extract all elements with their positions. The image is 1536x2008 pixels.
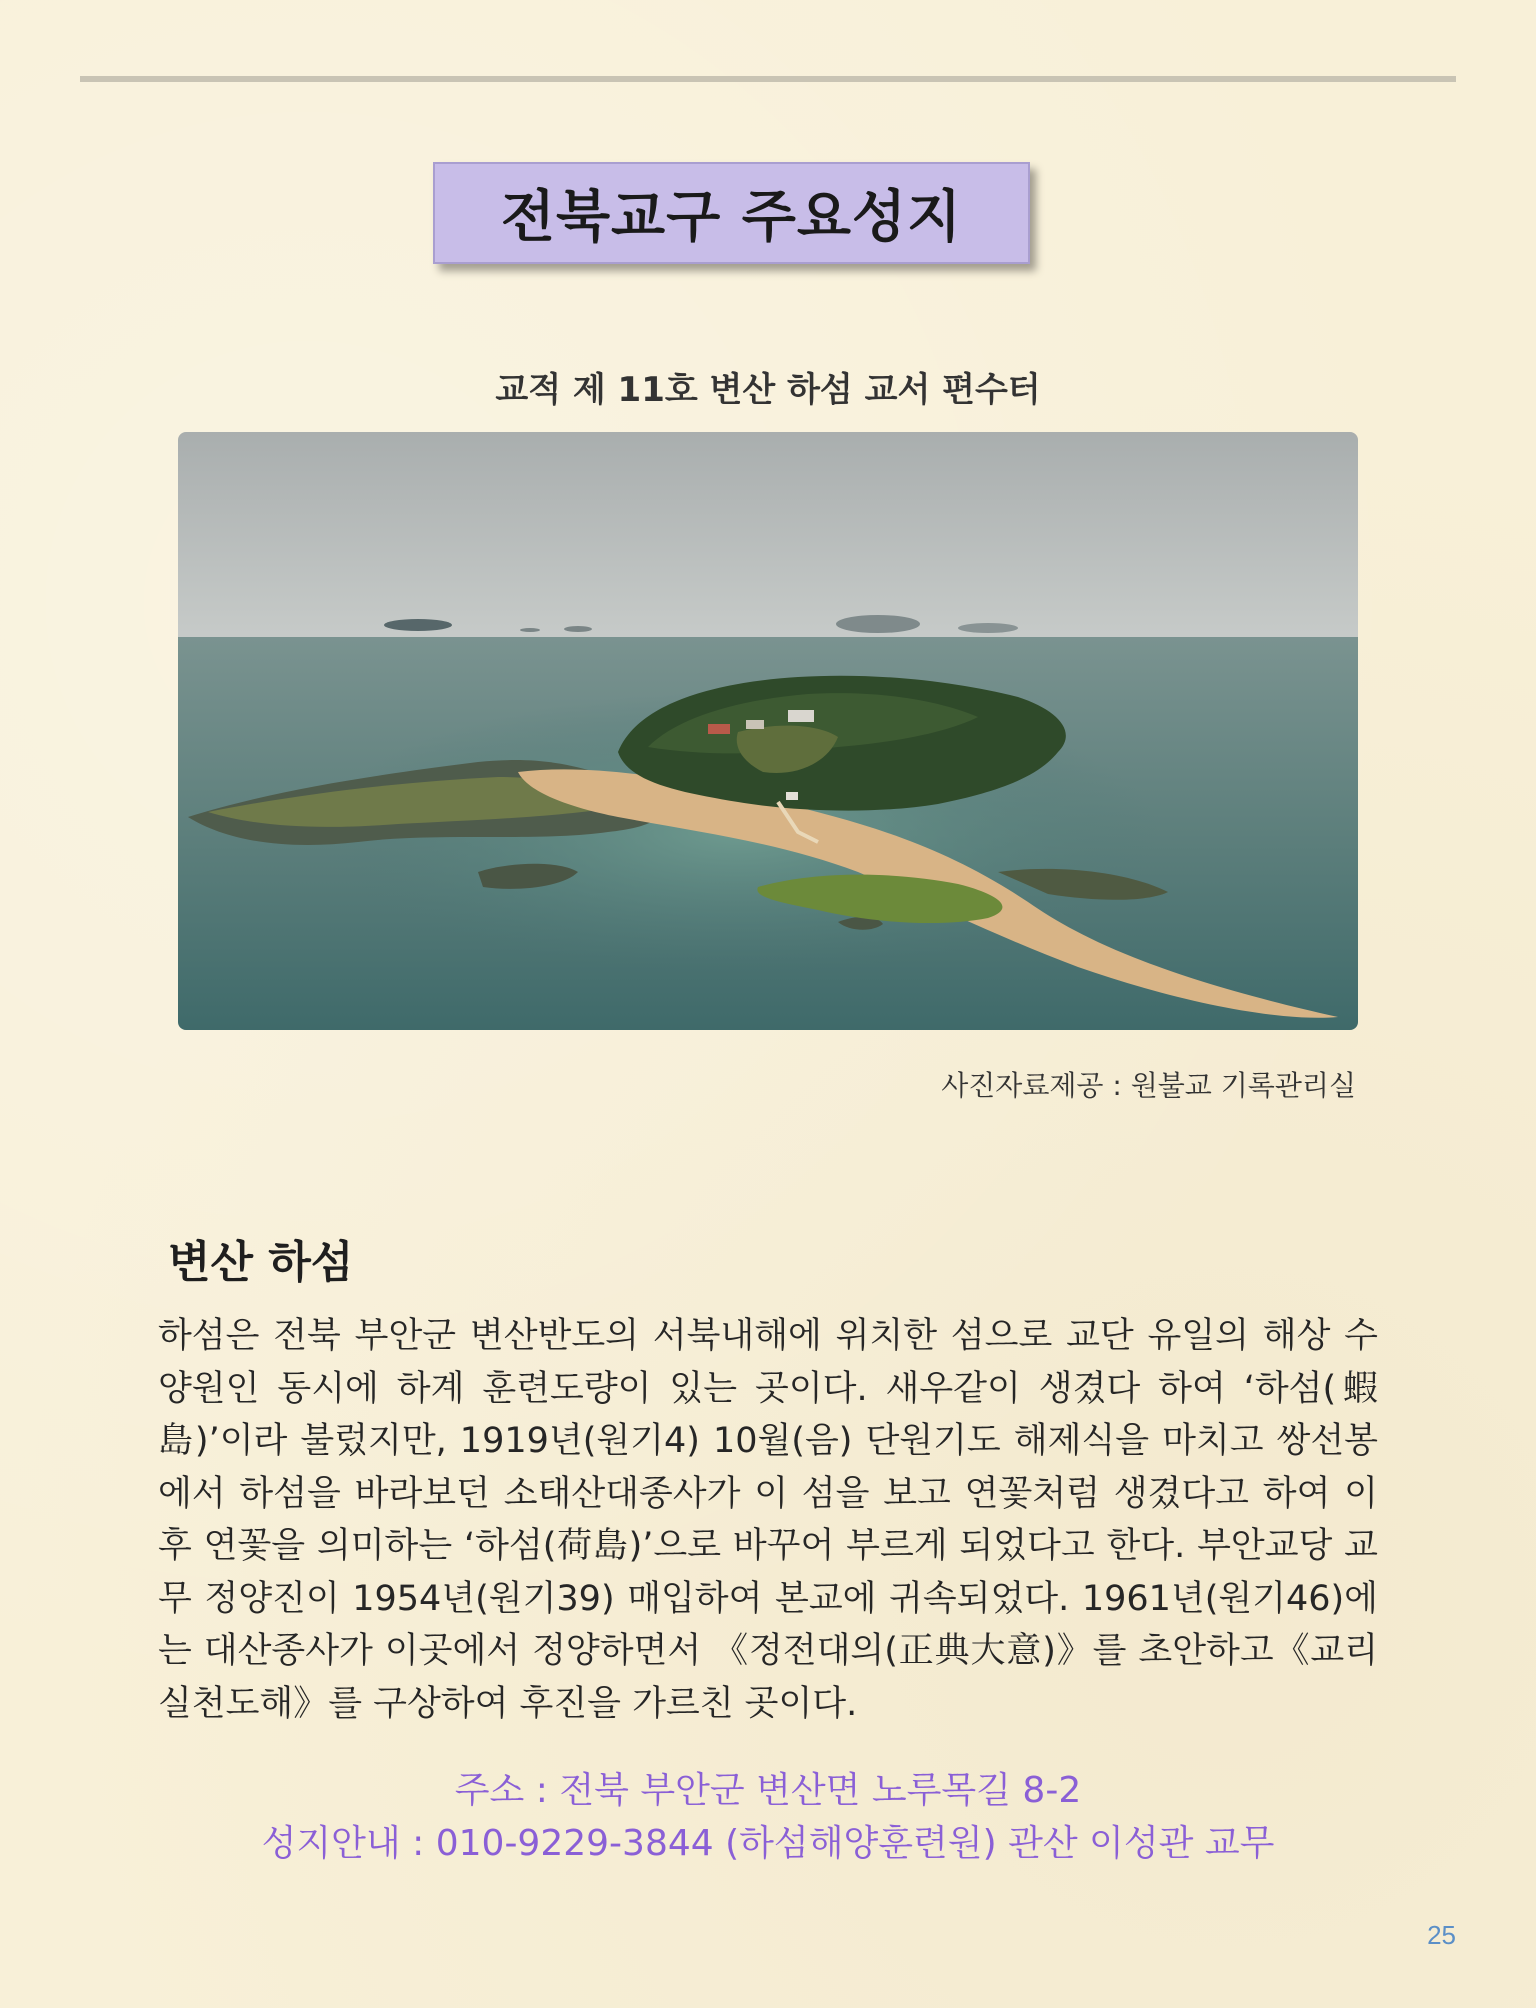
site-subtitle: 교적 제 11호 변산 하섬 교서 편수터 — [495, 370, 1041, 410]
site-description: 하섬은 전북 부안군 변산반도의 서북내해에 위치한 섬으로 교단 유일의 해상 수양원인 동시에 하계 훈련도량이 있는 곳이다. 새우같이 생겼다 하여 ‘하섬(蝦島)’이라 불렀지만, 1919년(원기4) 10월(음) 단원기도 해제식을 마치고 쌍선봉에서 하섬을 바라보던 소태산대종사가 이 섬을 보고 연꽃처럼 생겼다고 하여 이후 연꽃을 의미하는 ‘하섬(荷島)’으로 바꾸어 부르게 되었다고 한다. 부안교당 교무 정양진이 1954년(원기39) 매입하여 본교에 귀속되었다. 1961년(원기46)에는 대산종사가 이곳에서 정양하면서 《정전대의(正典大意)》를 초안하고《교리실천도해》를 구상하여 후진을 가르친 곳이다. — [158, 1316, 1378, 1724]
island-aerial-photo — [178, 432, 1358, 1030]
section-title-box — [433, 162, 1030, 264]
photo-credit: 사진자료제공 : 원불교 기록관리실 — [941, 1069, 1356, 1102]
site-name-heading: 변산 하섬 — [168, 1237, 354, 1288]
section-title: 전북교구 주요성지 — [500, 185, 963, 250]
site-address: 주소 : 전북 부안군 변산면 노루목길 8-2 — [454, 1770, 1082, 1811]
site-guide-contact: 성지안내 : 010-9229-3844 (하섬해양훈련원) 관산 이성관 교무 — [261, 1823, 1275, 1864]
top-divider — [80, 76, 1456, 82]
page-number: 25 — [1427, 1920, 1456, 1950]
